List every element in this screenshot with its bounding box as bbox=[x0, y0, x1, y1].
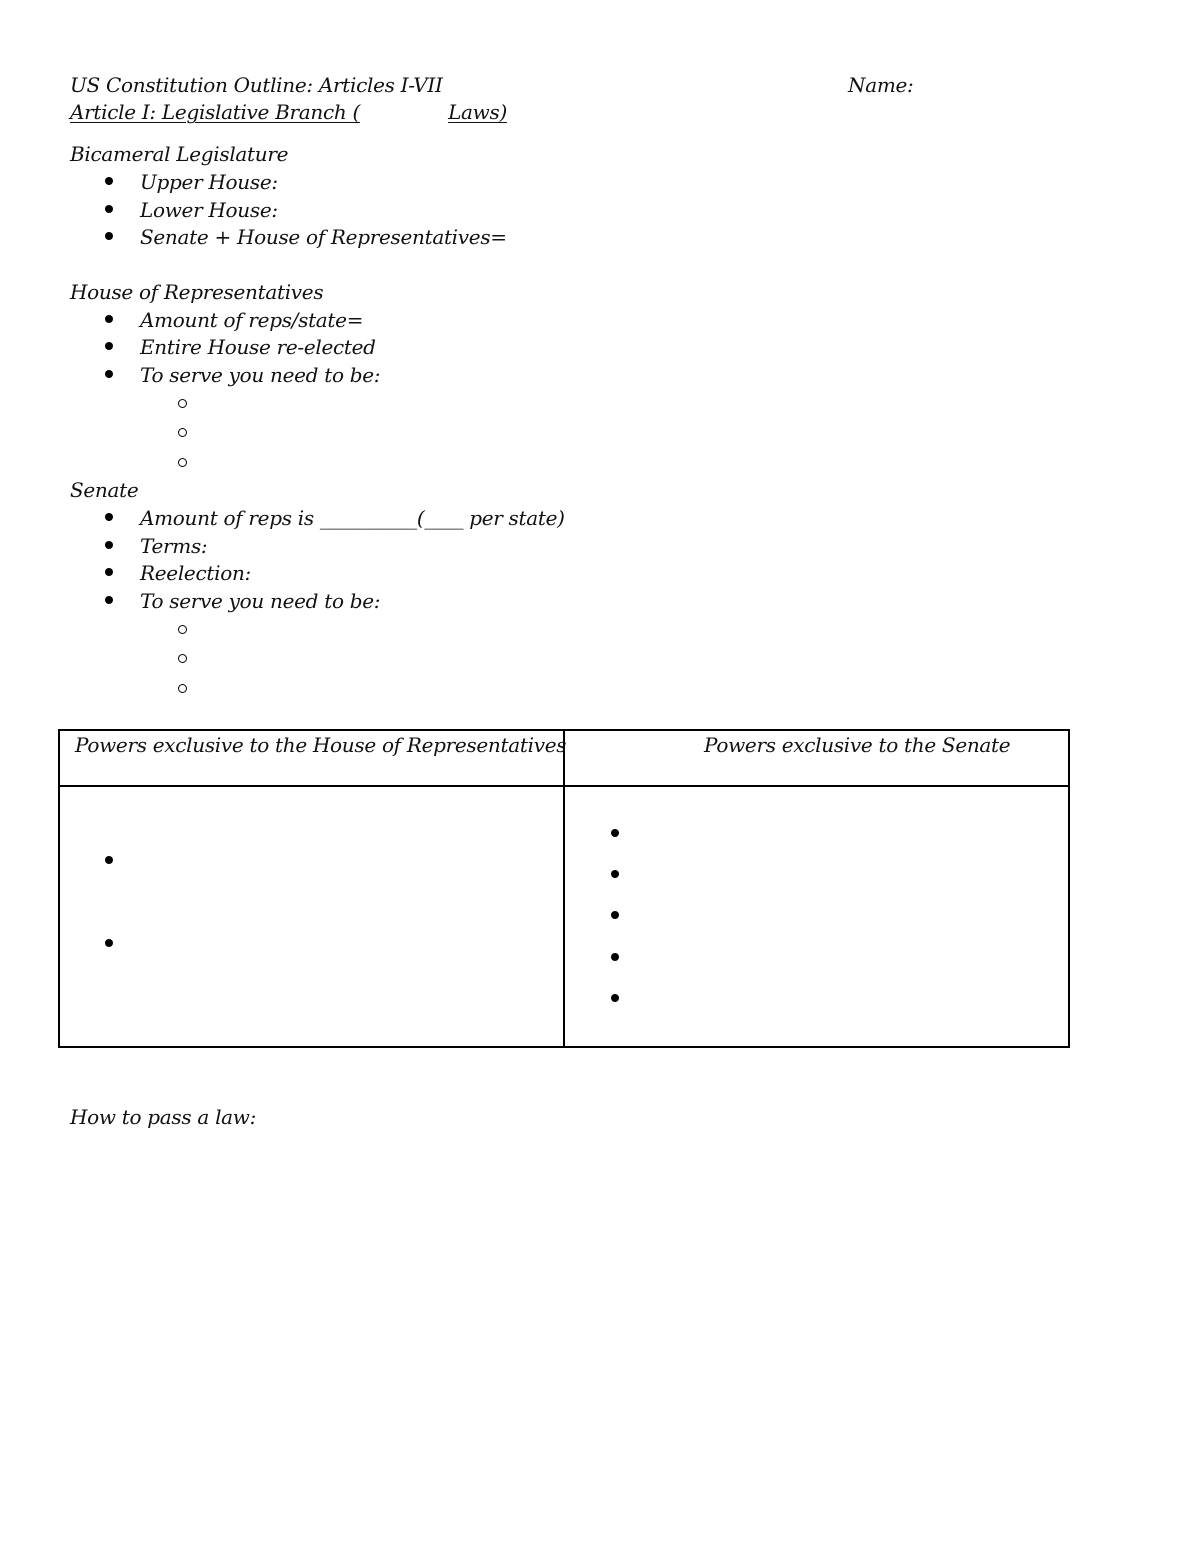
table-column-divider bbox=[563, 729, 565, 1048]
bicameral-item: Lower House: bbox=[140, 198, 278, 222]
senate-item: Reelection: bbox=[140, 561, 251, 585]
house-item: Entire House re-elected bbox=[140, 335, 376, 359]
article-heading-prefix: Article I: Legislative Branch ( bbox=[70, 100, 361, 124]
bullet-icon bbox=[105, 232, 113, 240]
house-item: Amount of reps/state= bbox=[140, 308, 364, 332]
pass-law-heading: How to pass a law: bbox=[70, 1105, 257, 1129]
bicameral-item: Senate + House of Representatives= bbox=[140, 225, 507, 249]
senate-item: To serve you need to be: bbox=[140, 589, 381, 613]
bullet-icon bbox=[105, 315, 113, 323]
bicameral-heading: Bicameral Legislature bbox=[70, 142, 289, 166]
bullet-icon bbox=[611, 911, 619, 919]
senate-heading: Senate bbox=[70, 478, 139, 502]
bullet-icon bbox=[105, 939, 113, 947]
sub-bullet-icon bbox=[178, 625, 187, 634]
bullet-icon bbox=[105, 205, 113, 213]
house-powers-header: Powers exclusive to the House of Representatives bbox=[75, 733, 567, 757]
bullet-icon bbox=[105, 541, 113, 549]
bullet-icon bbox=[611, 829, 619, 837]
sub-bullet-icon bbox=[178, 654, 187, 663]
name-label: Name: bbox=[848, 73, 914, 97]
house-heading: House of Representatives bbox=[70, 280, 324, 304]
senate-item: Terms: bbox=[140, 534, 208, 558]
bullet-icon bbox=[611, 953, 619, 961]
table-header-divider bbox=[58, 785, 1070, 787]
sub-bullet-icon bbox=[178, 428, 187, 437]
bullet-icon bbox=[611, 994, 619, 1002]
bullet-icon bbox=[105, 342, 113, 350]
article-heading bbox=[70, 100, 507, 124]
bullet-icon bbox=[105, 370, 113, 378]
bullet-icon bbox=[105, 856, 113, 864]
bullet-icon bbox=[105, 596, 113, 604]
article-heading-suffix: Laws) bbox=[448, 100, 507, 124]
house-item: To serve you need to be: bbox=[140, 363, 381, 387]
sub-bullet-icon bbox=[178, 399, 187, 408]
bicameral-item: Upper House: bbox=[140, 170, 278, 194]
bullet-icon bbox=[611, 870, 619, 878]
senate-powers-header: Powers exclusive to the Senate bbox=[704, 733, 1011, 757]
document-title: US Constitution Outline: Articles I-VII bbox=[70, 73, 443, 97]
bullet-icon bbox=[105, 568, 113, 576]
sub-bullet-icon bbox=[178, 458, 187, 467]
sub-bullet-icon bbox=[178, 684, 187, 693]
senate-item: Amount of reps is __________(____ per state) bbox=[140, 506, 565, 530]
bullet-icon bbox=[105, 177, 113, 185]
bullet-icon bbox=[105, 513, 113, 521]
